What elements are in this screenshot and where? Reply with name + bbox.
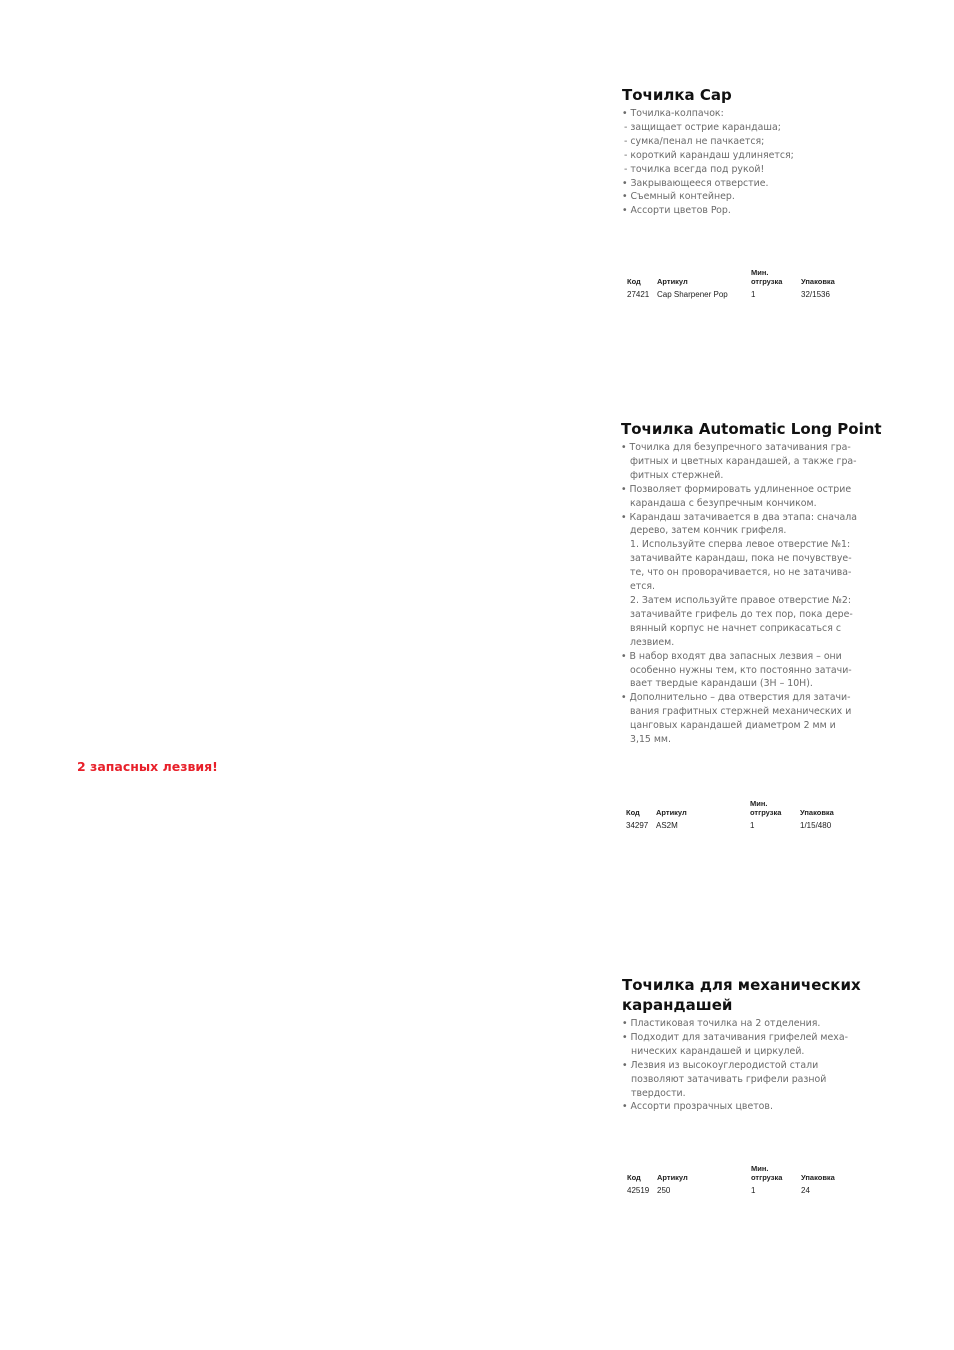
spec-table — [627, 268, 861, 300]
product-automatic-long-point — [621, 419, 882, 747]
feature-subitem: - защищает острие карандаша; — [624, 121, 781, 133]
product-title: Точилка Cap — [622, 86, 732, 104]
cell-packaging: 1/15/480 — [800, 821, 832, 830]
cell-article: AS2M — [656, 821, 678, 830]
cell-code: 42519 — [627, 1186, 650, 1195]
spec-header-row — [626, 799, 860, 821]
promo-label: 2 запасных лезвия! — [77, 759, 218, 774]
cell-code: 34297 — [626, 821, 649, 830]
header-packaging: Упаковка — [801, 1173, 835, 1182]
spec-table — [627, 1164, 861, 1196]
table-row — [626, 821, 860, 831]
feature-item: • Позволяет формировать удлиненное острие карандаша с безупречным кончиком. — [621, 483, 852, 509]
feature-item: • Дополнительно – два отверстия для затачи- вания графитных стержней механических и цанговых карандашей диаметром 2 мм и 3,15 мм. — [621, 692, 852, 746]
feature-item: • Подходит для затачивания грифелей меха- нических карандашей и циркулей. — [622, 1031, 848, 1057]
cell-min-shipment: 1 — [750, 821, 755, 830]
header-article: Артикул — [656, 808, 687, 817]
header-packaging: Упаковка — [800, 808, 834, 817]
feature-list — [622, 107, 872, 218]
header-min-shipment: Мин. отгрузка — [751, 268, 783, 286]
cell-min-shipment: 1 — [751, 290, 756, 299]
cell-article: Cap Sharpener Pop — [657, 290, 728, 299]
header-code: Код — [627, 1173, 641, 1182]
feature-item: • Точилка-колпачок: — [622, 108, 724, 119]
header-packaging: Упаковка — [801, 277, 835, 286]
header-min-shipment: Мин. отгрузка — [750, 799, 782, 817]
feature-subitem: - точилка всегда под рукой! — [624, 163, 765, 175]
feature-subitem: - короткий карандаш удлиняется; — [624, 149, 794, 161]
cell-article: 250 — [657, 1186, 671, 1195]
product-cap-sharpener — [622, 85, 872, 218]
feature-item: • Закрывающееся отверстие. — [622, 177, 769, 189]
feature-item: • Съемный контейнер. — [622, 191, 735, 203]
spec-header-row — [627, 1164, 861, 1186]
header-code: Код — [626, 808, 640, 817]
feature-item: • Ассорти цветов Pop. — [622, 205, 731, 217]
feature-item: • Карандаш затачивается в два этапа: сначала дерево, затем кончик грифеля. 1. Используйте сперва левое отверстие №1: затачивайте карандаш, пока не почувствуе- те, что он проворачивается, но не затачива- ется. 2. Затем используйте правое отверстие №2: затачивайте грифель до тех пор, пока дере- вянный корпус не начнет соприкасаться с лезвием. — [621, 511, 858, 648]
feature-item: • Точилка для безупречного затачивания гра- фитных и цветных карандашей, а также гра- фитных стержней. — [621, 442, 857, 481]
product-title: Точилка для механических карандашей — [622, 976, 861, 1014]
feature-item: • В набор входят два запасных лезвия – они особенно нужны тем, кто постоянно затачи- вает твердые карандаши (3H – 10H). — [621, 650, 852, 690]
feature-list — [621, 441, 871, 747]
cell-packaging: 32/1536 — [801, 290, 830, 299]
product-mechanical-pencil-sharpener — [622, 975, 872, 1114]
spec-header-row — [627, 268, 861, 290]
header-code: Код — [627, 277, 641, 286]
feature-subitem: - сумка/пенал не пачкается; — [624, 135, 765, 147]
cell-packaging: 24 — [801, 1186, 810, 1195]
product-title: Точилка Automatic Long Point — [621, 420, 882, 438]
header-article: Артикул — [657, 277, 688, 286]
feature-list — [622, 1017, 872, 1114]
table-row — [627, 1186, 861, 1196]
feature-item: • Лезвия из высокоуглеродистой стали позволяют затачивать грифели разной твердости. — [622, 1059, 827, 1099]
cell-min-shipment: 1 — [751, 1186, 756, 1195]
feature-item: • Ассорти прозрачных цветов. — [622, 1101, 773, 1113]
header-min-shipment: Мин. отгрузка — [751, 1164, 783, 1182]
feature-item: • Пластиковая точилка на 2 отделения. — [622, 1018, 821, 1029]
cell-code: 27421 — [627, 290, 650, 299]
header-article: Артикул — [657, 1173, 688, 1182]
spec-table — [626, 799, 860, 831]
table-row — [627, 290, 861, 300]
